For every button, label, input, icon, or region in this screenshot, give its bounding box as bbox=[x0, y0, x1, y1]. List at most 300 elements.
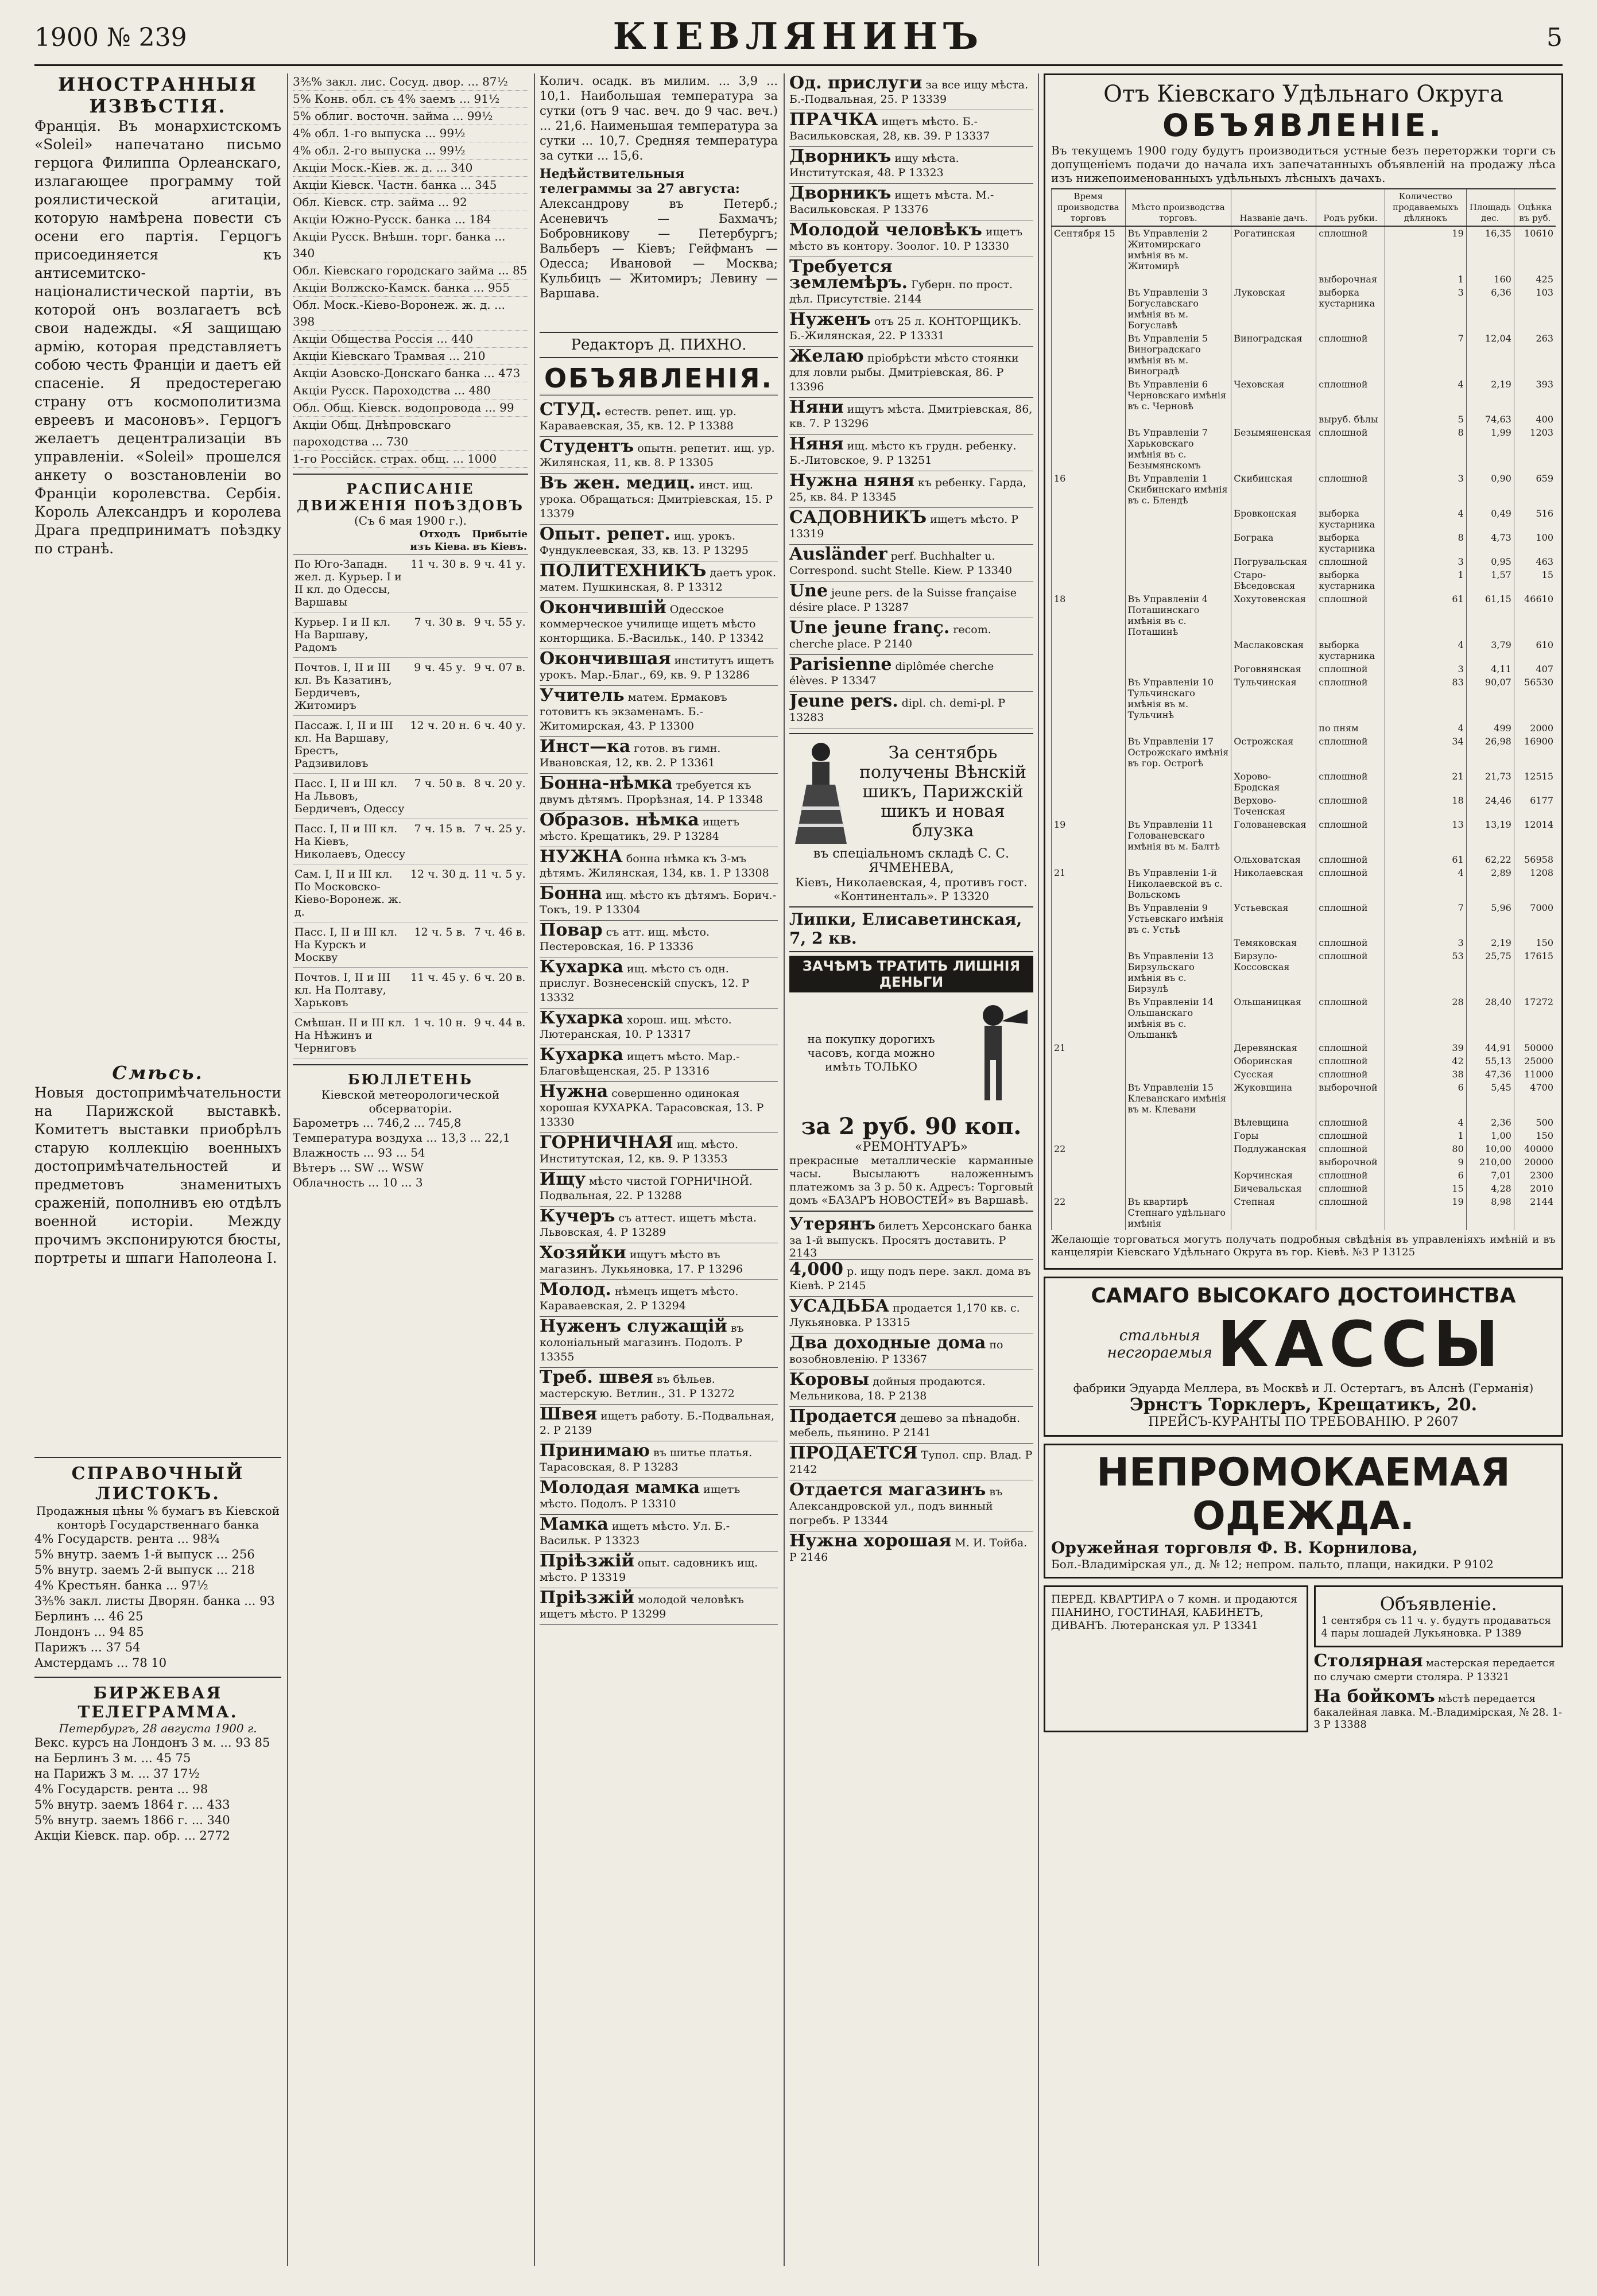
udel-row bbox=[1052, 413, 1556, 426]
rail-time: 7 ч. 25 у. bbox=[471, 819, 528, 864]
udel-row bbox=[1052, 273, 1556, 286]
udel-cell: 12014 bbox=[1514, 818, 1556, 853]
ad-headline: Требуется землемѣръ. bbox=[789, 257, 908, 293]
watch-text: прекрасные металлическіе карманные часы. Высылаютъ наложеннымъ платежомъ за 3 р. 50 к. Адресъ: Торговый домъ «БАЗАРЪ НОВОСТЕЙ» въ Варшавѣ. bbox=[789, 1154, 1033, 1207]
udel-cell: 1,57 bbox=[1466, 568, 1514, 592]
classified-ad bbox=[540, 1133, 778, 1170]
udel-cell: 2010 bbox=[1514, 1182, 1556, 1195]
ad-text: ищетъ мѣсто. Крещатикъ, 29. Р 13284 bbox=[540, 816, 739, 843]
udel-cell: 8 bbox=[1385, 531, 1466, 555]
udel-row bbox=[1052, 226, 1556, 273]
ad-text: отъ 25 л. КОНТОРЩИКЪ. Б.-Жилянская, 22. Р 13331 bbox=[789, 315, 1022, 342]
rail-time: 9 ч. 41 у. bbox=[471, 554, 528, 612]
classified-ad bbox=[540, 1368, 778, 1405]
udel-cell: Устьевская bbox=[1231, 901, 1316, 936]
classified-ad bbox=[540, 437, 778, 474]
udel-cell bbox=[1052, 378, 1126, 413]
ad-text: совершенно одинокая хорошая КУХАРКА. Тарасовская, 13. Р 13330 bbox=[540, 1087, 764, 1128]
udel-cell: 16 bbox=[1052, 472, 1126, 507]
rail-time: 9 ч. 55 у. bbox=[471, 612, 528, 658]
ad-text: требуется къ двумъ дѣтямъ. Прорѣзная, 14. Р 13348 bbox=[540, 779, 763, 806]
rail-time: 9 ч. 07 в. bbox=[471, 658, 528, 716]
udel-cell bbox=[1052, 638, 1126, 662]
udel-cell: Степная bbox=[1231, 1195, 1316, 1230]
udel-cell bbox=[1052, 507, 1126, 531]
udel-cell: Роговнянская bbox=[1231, 662, 1316, 676]
shop-address: Кіевъ, Николаевская, 4, противъ гост. «Континенталь». Р 13320 bbox=[795, 875, 1028, 903]
udel-row bbox=[1052, 507, 1556, 531]
kassy-ad bbox=[1044, 1277, 1563, 1437]
classified-ad bbox=[789, 347, 1033, 398]
classified-ad bbox=[540, 1515, 778, 1552]
udel-cell bbox=[1052, 794, 1126, 818]
udel-cell bbox=[1052, 286, 1126, 332]
rail-time: 8 ч. 20 у. bbox=[471, 774, 528, 819]
reference-row: Лондонъ ... 94 85 bbox=[34, 1625, 144, 1639]
udel-cell: 90,07 bbox=[1466, 676, 1514, 722]
udel-cell: 2,19 bbox=[1466, 936, 1514, 949]
udel-row bbox=[1052, 1195, 1556, 1230]
sale-ad bbox=[789, 1259, 1033, 1296]
udel-cell: 74,63 bbox=[1466, 413, 1514, 426]
classified-ad bbox=[540, 686, 778, 737]
rail-time: 6 ч. 40 у. bbox=[471, 716, 528, 774]
udel-cell: 4,28 bbox=[1466, 1182, 1514, 1195]
udel-cell: Деревянская bbox=[1231, 1041, 1316, 1054]
udel-cell: 150 bbox=[1514, 1129, 1556, 1142]
udel-cell bbox=[1125, 853, 1231, 866]
udel-cell: 150 bbox=[1514, 936, 1556, 949]
bottom-ads-row bbox=[1044, 1585, 1563, 1732]
udel-cell bbox=[1052, 936, 1126, 949]
telegram-subtitle: Петербургъ, 28 августа 1900 г. bbox=[59, 1721, 257, 1735]
udel-cell bbox=[1052, 662, 1126, 676]
ad-headline: Треб. швея bbox=[540, 1367, 653, 1387]
rail-title: РАСПИСАНІЕ ДВИЖЕНІЯ ПОѢЗДОВЪ bbox=[297, 480, 524, 514]
ad-headline: Студентъ bbox=[540, 436, 634, 456]
udel-cell: 53 bbox=[1385, 949, 1466, 995]
udel-cell: 3 bbox=[1385, 472, 1466, 507]
udel-cell bbox=[1125, 638, 1231, 662]
ad-text: опытн. репетит. ищ. ур. Жилянская, 11, кв. 8. Р 13305 bbox=[540, 442, 775, 469]
udel-cell bbox=[1052, 413, 1126, 426]
ad-text: jeune pers. de la Suisse française désire place. Р 13287 bbox=[789, 587, 1017, 614]
ad-text: по возобновленію. Р 13367 bbox=[789, 1339, 1003, 1366]
udel-cell: 6177 bbox=[1514, 794, 1556, 818]
foreign-news-text: Франція. Въ монархистскомъ «Soleil» напечатано письмо герцога Филиппа Орлеанскаго, излагающее программу той роялистической агитаціи, которую намѣрена повести съ осени его партія. Герцогъ присоединяется къ антисемитско-націоналистической партіи, въ которой онъ возлагаетъ всѣ свои надежды. «Я защищаю армію, которая представляетъ собою честь Франціи и даетъ ей спасеніе. Я предостерегаю страну отъ космополитизма евреевъ и масоновъ». Герцогъ желаетъ децентрализаціи въ управленіи. «Soleil» прошелся анкету о возстановленіи во Франціи королевства. Сербія. Король Александръ и королева Драга предприниматъ поѣздку по странѣ. bbox=[34, 118, 281, 557]
telegram-row: на Берлинъ 3 м. ... 45 75 bbox=[34, 1751, 191, 1765]
udel-row bbox=[1052, 818, 1556, 853]
ad-headline: Нужна няня bbox=[789, 471, 914, 491]
exchange-row: Акціи Волжско-Камск. банка ... 955 bbox=[293, 280, 528, 297]
udel-cell: сплошной bbox=[1316, 1116, 1385, 1129]
udel-cell: Бичевальская bbox=[1231, 1182, 1316, 1195]
udel-cell: 3 bbox=[1385, 936, 1466, 949]
udel-cell: сплошной bbox=[1316, 1068, 1385, 1081]
exchange-row: 3⅗% закл. лис. Сосуд. двор. ... 87½ bbox=[293, 73, 528, 91]
udel-cell: 1 bbox=[1385, 273, 1466, 286]
sale-notice-title: Объявленіе. bbox=[1379, 1593, 1497, 1615]
classified-ad bbox=[540, 1588, 778, 1625]
misc-ads bbox=[1314, 1585, 1564, 1732]
sale-ad bbox=[789, 1443, 1033, 1480]
flat-ad: ПЕРЕД. КВАРТИРА о 7 комн. и продаются ПІАНИНО, ГОСТИНАЯ, КАБИНЕТЪ, ДИВАНЪ. Лютеранская ул. Р 13341 bbox=[1044, 1585, 1308, 1732]
classified-ad bbox=[789, 220, 1033, 257]
udel-row bbox=[1052, 555, 1556, 568]
udel-cell: Темяковская bbox=[1231, 936, 1316, 949]
udel-cell: 19 bbox=[1052, 818, 1126, 853]
udel-cell bbox=[1125, 770, 1231, 794]
udel-cell: 1203 bbox=[1514, 426, 1556, 472]
misc-text: Новыя достопримѣчательности на Парижской выставкѣ. Комитетъ выставки приобрѣлъ старую коллекцію военныхъ достопримѣчательностей и предметовъ знаменитыхъ сраженій, пополнивъ ею отдѣлъ военной исторіи. Между прочимъ экспонируются бюсты, портреты и шпаги Наполеона I. bbox=[34, 1084, 281, 1266]
udel-cell: 12,04 bbox=[1466, 332, 1514, 378]
ad-headline: УСАДЬБА bbox=[789, 1296, 890, 1316]
udel-cell: 7000 bbox=[1514, 901, 1556, 936]
ad-headline: Принимаю bbox=[540, 1441, 650, 1461]
udel-cell: Въ Управленіи 1 Скибинскаго имѣнія въ с. Блендѣ bbox=[1125, 472, 1231, 507]
rail-route: Пасс. I, II и III кл. На Львовъ, Бердичевъ, Одессу bbox=[293, 774, 408, 819]
grocery-title: На бойкомъ bbox=[1313, 1686, 1435, 1707]
udel-cell: Луковская bbox=[1231, 286, 1316, 332]
raincoat-address: Бол.-Владимірская ул., д. № 12; непром. пальто, плащи, накидки. Р 9102 bbox=[1051, 1557, 1494, 1571]
udel-cell bbox=[1125, 555, 1231, 568]
udel-cell: 21 bbox=[1052, 1041, 1126, 1054]
udel-cell: сплошной bbox=[1316, 426, 1385, 472]
ad-text: даетъ урок. матем. Пушкинская, 8. Р 13312 bbox=[540, 567, 777, 594]
ad-text: ищ. урокъ. Фундуклеевская, 33, кв. 13. Р 13295 bbox=[540, 530, 749, 557]
udel-cell: 44,91 bbox=[1466, 1041, 1514, 1054]
udel-intro: Въ текущемъ 1900 году будутъ производиться устные безъ переторжки торги съ допущеніемъ подачи до начала ихъ запечатанныхъ объявленій на продажу лѣса изъ нижепоименованныхъ удѣльныхъ лѣсныхъ дачахъ. bbox=[1051, 144, 1556, 185]
udel-cell: Въ Управленіи 15 Клеванскаго имѣнія въ м. Клевани bbox=[1125, 1081, 1231, 1116]
column-ads-2 bbox=[789, 73, 1033, 2266]
udel-cell bbox=[1231, 1155, 1316, 1169]
ad-headline: Образов. нѣмка bbox=[540, 810, 699, 830]
ad-text: ищ. мѣсто съ одн. прислуг. Вознесенскій спускъ, 12. Р 13332 bbox=[540, 963, 750, 1004]
udel-cell: сплошной bbox=[1316, 866, 1385, 901]
udel-cell: 18 bbox=[1052, 592, 1126, 638]
udel-row bbox=[1052, 1041, 1556, 1054]
classified-ad bbox=[789, 398, 1033, 435]
lost-ad bbox=[789, 1211, 1033, 1259]
ad-text: ищетъ работу. Б.-Подвальная, 2. Р 2139 bbox=[540, 1410, 775, 1437]
udel-cell bbox=[1052, 949, 1126, 995]
ad-headline: Кухарка bbox=[540, 1008, 623, 1028]
telegram-row: 5% внутр. заемъ 1866 г. ... 340 bbox=[34, 1813, 230, 1827]
udel-cell bbox=[1125, 507, 1231, 531]
udel-cell: 100 bbox=[1514, 531, 1556, 555]
ad-text: ищ. мѣсто къ грудн. ребенку. Б.-Литовское, 9. Р 13251 bbox=[789, 440, 1017, 467]
udel-cell: 61 bbox=[1385, 853, 1466, 866]
udel-cell: 22 bbox=[1052, 1195, 1126, 1230]
udel-cell: сплошной bbox=[1316, 1054, 1385, 1068]
rail-time: 11 ч. 30 в. bbox=[408, 554, 471, 612]
udel-cell bbox=[1125, 1142, 1231, 1155]
udel-cell: 5,96 bbox=[1466, 901, 1514, 936]
udel-cell: 13 bbox=[1385, 818, 1466, 853]
rail-route: Почтов. I, II и III кл. На Полтаву, Харьковъ bbox=[293, 968, 408, 1013]
udel-cell: сплошной bbox=[1316, 472, 1385, 507]
ad-text: готов. въ гимн. Ивановская, 12, кв. 2. Р 13361 bbox=[540, 742, 721, 769]
udel-cell: 463 bbox=[1514, 555, 1556, 568]
ad-text: за все ищу мѣста. Б.-Подвальная, 25. Р 13339 bbox=[789, 79, 1029, 106]
udel-cell: 13,19 bbox=[1466, 818, 1514, 853]
classified-ad bbox=[789, 508, 1033, 545]
classified-ad bbox=[540, 649, 778, 686]
udel-cell: 24,46 bbox=[1466, 794, 1514, 818]
udel-row bbox=[1052, 332, 1556, 378]
udel-cell: 425 bbox=[1514, 273, 1556, 286]
ad-text: пріобрѣсти мѣсто стоянки для ловли рыбы. Дмитріевская, 86. Р 13396 bbox=[789, 352, 1019, 393]
dressed-lady-illustration bbox=[789, 738, 852, 847]
udel-cell: 0,95 bbox=[1466, 555, 1514, 568]
udel-cell: Ольховатская bbox=[1231, 853, 1316, 866]
udel-cell: 4,11 bbox=[1466, 662, 1514, 676]
udel-cell bbox=[1052, 1081, 1126, 1116]
udel-cell: выборка кустарника bbox=[1316, 568, 1385, 592]
watch-ad-title: ЗАЧѢМЪ ТРАТИТЬ ЛИШНІЯ ДЕНЬГИ bbox=[789, 956, 1033, 992]
udel-cell: 7 bbox=[1385, 332, 1466, 378]
udel-cell: 263 bbox=[1514, 332, 1556, 378]
udel-row bbox=[1052, 662, 1556, 676]
udel-cell: Въ Управленіи 7 Харьковскаго имѣнія въ с. Безымянскомъ bbox=[1125, 426, 1231, 472]
sale-ad bbox=[789, 1296, 1033, 1333]
rail-subtitle: (Съ 6 мая 1900 г.). bbox=[354, 514, 467, 528]
classified-ad bbox=[789, 692, 1033, 728]
ad-headline: Une jeune franç. bbox=[789, 618, 950, 638]
udel-cell: Подлужанская bbox=[1231, 1142, 1316, 1155]
udel-cell: 61,15 bbox=[1466, 592, 1514, 638]
udel-cell: 5 bbox=[1385, 413, 1466, 426]
ad-headline: Jeune pers. bbox=[789, 691, 898, 711]
classified-ad bbox=[789, 147, 1033, 184]
udel-row bbox=[1052, 638, 1556, 662]
ad-headline: САДОВНИКЪ bbox=[789, 507, 927, 528]
udel-cell: выборка кустарника bbox=[1316, 531, 1385, 555]
udel-cell bbox=[1052, 426, 1126, 472]
ads-title: ОБЪЯВЛЕНІЯ. bbox=[540, 363, 778, 395]
udel-cell: 4700 bbox=[1514, 1081, 1556, 1116]
telegrams-text: Александрову въ Петерб.; Асеневичъ — Бахмачъ; Бобровникову — Петербургъ; Вальберъ — Кіевъ; Гейфманъ — Одесса; Ивановой — Москва; Кульбицъ — Житомиръ; Левину — Варшава. bbox=[540, 197, 778, 300]
rail-row bbox=[293, 774, 528, 819]
ad-text: естеств. репет. ищ. ур. Караваевская, 35, кв. 12. Р 13388 bbox=[540, 405, 737, 432]
udel-cell: Старо-Бѣседовская bbox=[1231, 568, 1316, 592]
udel-cell: 42 bbox=[1385, 1054, 1466, 1068]
classified-ad bbox=[789, 618, 1033, 655]
rail-row bbox=[293, 1013, 528, 1058]
udel-cell: сплошной bbox=[1316, 555, 1385, 568]
rail-time: 11 ч. 5 у. bbox=[471, 864, 528, 922]
ad-headline: Дворникъ bbox=[789, 183, 891, 203]
udel-cell bbox=[1231, 273, 1316, 286]
udel-cell: 11000 bbox=[1514, 1068, 1556, 1081]
ad-text: Губерн. по прост. дѣл. Присутствіе. 2144 bbox=[789, 278, 1013, 305]
exchange-row: Обл. Кіевскаго городскаго займа ... 85 bbox=[293, 262, 528, 280]
udel-cell bbox=[1052, 1182, 1126, 1195]
exchange-row: Акціи Южно-Русск. банка ... 184 bbox=[293, 211, 528, 228]
exchange-row: Акціи Общества Россія ... 440 bbox=[293, 331, 528, 348]
classified-ad bbox=[540, 1405, 778, 1441]
reference-row: Амстердамъ ... 78 10 bbox=[34, 1656, 167, 1670]
ad-text: ищетъ мѣсто. Р 13319 bbox=[789, 513, 1019, 540]
ad-text: хорош. ищ. мѣсто. Лютеранская, 10. Р 13317 bbox=[540, 1014, 732, 1041]
udel-cell: 0,90 bbox=[1466, 472, 1514, 507]
udel-cell: 2000 bbox=[1514, 722, 1556, 735]
udel-cell: 3,79 bbox=[1466, 638, 1514, 662]
udel-cell: сплошной bbox=[1316, 853, 1385, 866]
ad-headline: Повар bbox=[540, 920, 603, 940]
ad-text: въ Александровской ул., подъ винный погребъ. Р 13344 bbox=[789, 1486, 1003, 1527]
udel-cell: выборка кустарника bbox=[1316, 286, 1385, 332]
udel-cell: 1 bbox=[1385, 568, 1466, 592]
issue-number: 1900 № 239 bbox=[34, 23, 187, 52]
classified-ad bbox=[789, 257, 1033, 310]
udel-cell: Вѣлевщина bbox=[1231, 1116, 1316, 1129]
exchange-row: 5% Конв. обл. съ 4% заемъ ... 91½ bbox=[293, 91, 528, 108]
udel-cell: 12515 bbox=[1514, 770, 1556, 794]
udel-cell: сплошной bbox=[1316, 794, 1385, 818]
udel-row bbox=[1052, 426, 1556, 472]
udel-cell: 10,00 bbox=[1466, 1142, 1514, 1155]
reference-row: 4% Крестьян. банка ... 97½ bbox=[34, 1578, 208, 1592]
udel-cell: сплошной bbox=[1316, 662, 1385, 676]
kassy-top: САМАГО ВЫСОКАГО ДОСТОИНСТВА bbox=[1091, 1284, 1516, 1308]
udel-row bbox=[1052, 936, 1556, 949]
udel-cell: 3 bbox=[1385, 555, 1466, 568]
classified-ad bbox=[789, 184, 1033, 220]
ad-text: съ аттест. ищетъ мѣста. Львовская, 4. Р 13289 bbox=[540, 1212, 757, 1239]
classified-ad bbox=[540, 1317, 778, 1368]
udel-cell: Оборинская bbox=[1231, 1054, 1316, 1068]
udel-cell: 80 bbox=[1385, 1142, 1466, 1155]
udel-cell: 0,49 bbox=[1466, 507, 1514, 531]
udel-cell: 16,35 bbox=[1466, 226, 1514, 273]
udel-cell: 16900 bbox=[1514, 735, 1556, 770]
ad-headline: Желаю bbox=[789, 346, 864, 366]
classified-ad bbox=[540, 957, 778, 1009]
meteo-row: Температура воздуха ... 13,3 ... 22,1 bbox=[293, 1131, 510, 1145]
udel-row bbox=[1052, 286, 1556, 332]
rail-route: Пасс. I, II и III кл. На Кіевъ, Николаевъ, Одессу bbox=[293, 819, 408, 864]
reference-row: 3⅗% закл. листы Дворян. банка ... 93 bbox=[34, 1594, 275, 1608]
udel-cell: 10610 bbox=[1514, 226, 1556, 273]
udel-cell: Въ Управленіи 1-й Николаевской въ с. Вольскомъ bbox=[1125, 866, 1231, 901]
column-exchange-rail bbox=[293, 73, 528, 2266]
udel-cell: 21 bbox=[1385, 770, 1466, 794]
rail-time: 12 ч. 30 д. bbox=[408, 864, 471, 922]
ad-headline: Учитель bbox=[540, 685, 625, 705]
classified-ad bbox=[540, 884, 778, 921]
udel-cell: 407 bbox=[1514, 662, 1556, 676]
udel-cell: 4 bbox=[1385, 378, 1466, 413]
udel-cell bbox=[1125, 794, 1231, 818]
carpentry-text: мастерская передается по случаю смерти столяра. Р 13321 bbox=[1313, 1657, 1555, 1683]
raincoat-ad bbox=[1044, 1444, 1563, 1578]
ad-headline: Бонна-нѣмка bbox=[540, 773, 673, 793]
ad-headline: Окончившая bbox=[540, 649, 671, 669]
rail-time: 1 ч. 10 н. bbox=[408, 1013, 471, 1058]
rail-route: Смѣшан. II и III кл. На Нѣжинъ и Черниговъ bbox=[293, 1013, 408, 1058]
udel-row bbox=[1052, 1182, 1556, 1195]
rail-row bbox=[293, 658, 528, 716]
udel-cell: Въ Управленіи 6 Черновскаго имѣнія въ с. Черновѣ bbox=[1125, 378, 1231, 413]
udel-row bbox=[1052, 995, 1556, 1041]
udel-header-cell: Мѣсто производства торговъ. bbox=[1125, 189, 1231, 226]
udel-cell: Голованевская bbox=[1231, 818, 1316, 853]
udel-cell: 2144 bbox=[1514, 1195, 1556, 1230]
udel-cell: 1,00 bbox=[1466, 1129, 1514, 1142]
exchange-row: Акціи Русск. Пароходства ... 480 bbox=[293, 382, 528, 400]
udel-cell bbox=[1125, 568, 1231, 592]
ad-text: ищ. мѣсто къ дѣтямъ. Борич.-Токъ, 19. Р 13304 bbox=[540, 889, 777, 916]
classified-ad bbox=[789, 581, 1033, 618]
ad-text: Тупол. спр. Влад. Р 2142 bbox=[789, 1449, 1033, 1476]
section-title-reference: СПРАВОЧНЫЙ ЛИСТОКЪ. bbox=[71, 1464, 245, 1504]
udel-cell: Чеховская bbox=[1231, 378, 1316, 413]
ad-text: бонна нѣмка къ 3-мъ дѣтямъ. Жилянская, 134, кв. 1. Р 13308 bbox=[540, 852, 769, 879]
classified-ad bbox=[540, 810, 778, 847]
udel-cell: 1208 bbox=[1514, 866, 1556, 901]
udel-cell: выборка кустарника bbox=[1316, 638, 1385, 662]
udel-cell: 2,36 bbox=[1466, 1116, 1514, 1129]
shop-title: За сентябрь получены Вѣнскій шикъ, Парижскій шикъ и новая блузка bbox=[859, 743, 1027, 841]
rail-row bbox=[293, 968, 528, 1013]
rail-time: 7 ч. 30 в. bbox=[408, 612, 471, 658]
udel-cell: 20000 bbox=[1514, 1155, 1556, 1169]
classified-ad bbox=[789, 110, 1033, 147]
udel-row bbox=[1052, 770, 1556, 794]
udel-row bbox=[1052, 592, 1556, 638]
ad-headline: ПРОДАЕТСЯ bbox=[789, 1443, 918, 1463]
udel-cell: сплошной bbox=[1316, 1195, 1385, 1230]
udel-cell: 39 bbox=[1385, 1041, 1466, 1054]
udel-cell: Въ Управленіи 14 Ольшанскаго имѣнія въ с. Ольшанкѣ bbox=[1125, 995, 1231, 1041]
udel-row bbox=[1052, 1068, 1556, 1081]
udel-cell: 210,00 bbox=[1466, 1155, 1514, 1169]
udel-row bbox=[1052, 472, 1556, 507]
rail-row bbox=[293, 554, 528, 612]
shop-ad bbox=[789, 733, 1033, 903]
udel-cell: 4 bbox=[1385, 638, 1466, 662]
section-title-foreign: ИНОСТРАННЫЯ ИЗВѢСТІЯ. bbox=[58, 73, 258, 117]
rail-time: 7 ч. 15 в. bbox=[408, 819, 471, 864]
udel-cell: Маслаковская bbox=[1231, 638, 1316, 662]
udel-cell: 61 bbox=[1385, 592, 1466, 638]
lost-title: Утерянъ bbox=[789, 1214, 876, 1234]
rail-time: 11 ч. 45 у. bbox=[408, 968, 471, 1013]
rail-header-cell: Прибытіе въ Кіевъ. bbox=[471, 528, 528, 554]
udel-cell bbox=[1052, 1155, 1126, 1169]
udel-cell: 38 bbox=[1385, 1068, 1466, 1081]
udel-cell: 2300 bbox=[1514, 1169, 1556, 1182]
ad-headline: 4,000 bbox=[789, 1259, 843, 1279]
udel-row bbox=[1052, 794, 1556, 818]
udel-cell: Бровконская bbox=[1231, 507, 1316, 531]
udel-cell: Виноградская bbox=[1231, 332, 1316, 378]
raincoat-title: НЕПРОМОКАЕМАЯ ОДЕЖДА. bbox=[1096, 1450, 1510, 1539]
udel-row bbox=[1052, 735, 1556, 770]
udel-cell: 34 bbox=[1385, 735, 1466, 770]
udel-row bbox=[1052, 1155, 1556, 1169]
grocery-text: мѣстѣ передается бакалейная лавка. М.-Владимірская, № 28. 1-3 Р 13388 bbox=[1313, 1693, 1563, 1731]
udel-cell: 47,36 bbox=[1466, 1068, 1514, 1081]
udel-cell bbox=[1052, 722, 1126, 735]
udel-cell: 18 bbox=[1385, 794, 1466, 818]
udel-cell bbox=[1125, 1116, 1231, 1129]
udel-cell bbox=[1125, 1169, 1231, 1182]
ad-text: ищ. мѣсто. Институтская, 12, кв. 9. Р 13353 bbox=[540, 1138, 739, 1165]
udel-cell: Тульчинская bbox=[1231, 676, 1316, 722]
ad-headline: Нуженъ служащій bbox=[540, 1316, 727, 1336]
